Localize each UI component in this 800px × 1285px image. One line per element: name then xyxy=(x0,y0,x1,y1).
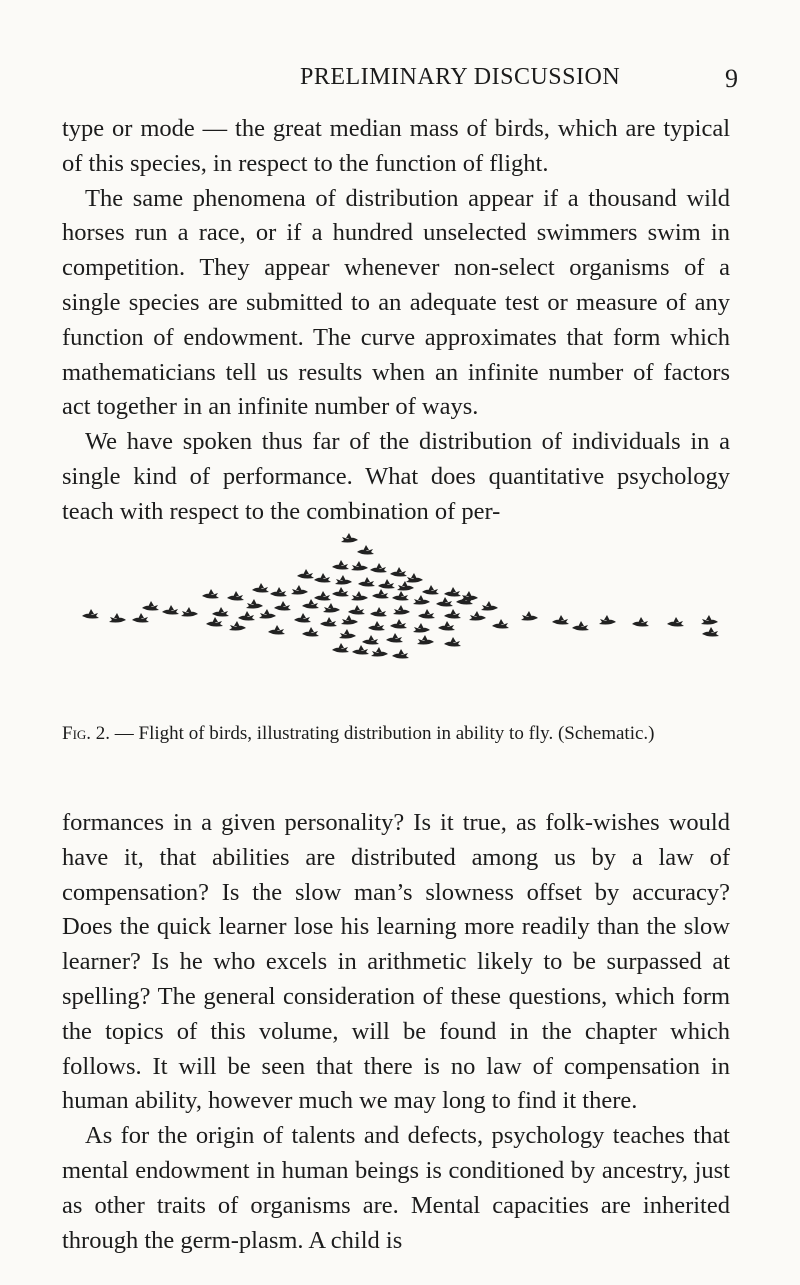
bird-icon xyxy=(368,621,385,631)
bird-icon xyxy=(335,575,352,585)
bird-icon xyxy=(390,619,407,629)
bird-icon xyxy=(294,613,311,623)
bird-icon xyxy=(212,607,229,617)
paragraph: type or mode — the great median mass of birds, which are typical of this species, in respect to the function of flight. xyxy=(62,115,730,177)
bird-icon xyxy=(632,617,649,627)
bird-icon xyxy=(599,615,616,625)
bird-icon xyxy=(436,597,453,607)
bird-icon xyxy=(552,615,569,625)
body-text-top xyxy=(62,112,730,530)
figure-caption xyxy=(62,723,742,745)
bird-icon xyxy=(341,533,358,543)
bird-icon xyxy=(206,617,223,627)
bird-icon xyxy=(302,599,319,609)
bird-icon xyxy=(162,605,179,615)
bird-icon xyxy=(378,579,395,589)
figure-flight-of-birds xyxy=(60,530,740,670)
bird-icon xyxy=(357,545,374,555)
bird-icon xyxy=(444,609,461,619)
body-text-bottom xyxy=(62,806,730,1258)
running-header xyxy=(0,58,800,98)
bird-icon xyxy=(371,647,388,657)
bird-icon xyxy=(701,615,718,625)
paragraph: The same phenomena of distribution appear if a thousand wild horses run a race, or if a hundred unselected swimmers swim in competition. They appear whenever non-select organisms of a single species are submitted to an adequate test or measure of any function of endowment. The curve approximates that form which mathematicians tell us results when an infinite number of factors act together in an infinite number of ways. xyxy=(62,184,730,421)
bird-icon xyxy=(370,563,387,573)
bird-icon xyxy=(351,561,368,571)
bird-icon xyxy=(268,625,285,635)
bird-icon xyxy=(362,635,379,645)
bird-icon xyxy=(302,627,319,637)
bird-icon xyxy=(297,569,314,579)
bird-icon xyxy=(351,591,368,601)
bird-icon xyxy=(229,621,246,631)
bird-icon xyxy=(492,619,509,629)
bird-icon xyxy=(372,589,389,599)
bird-icon xyxy=(339,629,356,639)
bird-icon xyxy=(314,591,331,601)
bird-icon xyxy=(348,605,365,615)
bird-icon xyxy=(444,637,461,647)
bird-icon xyxy=(238,611,255,621)
bird-icon xyxy=(291,585,308,595)
bird-icon xyxy=(386,633,403,643)
bird-icon xyxy=(323,603,340,613)
bird-icon xyxy=(352,645,369,655)
bird-icon xyxy=(481,601,498,611)
bird-icon xyxy=(202,589,219,599)
running-title: PRELIMINARY DISCUSSION xyxy=(300,64,621,90)
bird-icon xyxy=(274,601,291,611)
bird-icon xyxy=(393,605,410,615)
bird-icon xyxy=(259,609,276,619)
bird-icon xyxy=(572,621,589,631)
paragraph: As for the origin of talents and defects, psychology teaches that mental endowment in human beings is conditioned by ancestry, just as other traits of organisms are. Mental capacities are inherited through the germ-plasm. A child is xyxy=(62,1122,730,1254)
bird-icon xyxy=(413,623,430,633)
bird-icon xyxy=(521,611,538,621)
bird-icon xyxy=(270,587,287,597)
bird-icon xyxy=(418,609,435,619)
bird-icon xyxy=(444,587,461,597)
bird-icon xyxy=(132,613,149,623)
bird-icon xyxy=(181,607,198,617)
bird-icon xyxy=(341,615,358,625)
bird-icon xyxy=(227,591,244,601)
bird-icon xyxy=(417,635,434,645)
bird-icon xyxy=(390,567,407,577)
bird-icon xyxy=(406,573,423,583)
bird-icon xyxy=(667,617,684,627)
paragraph: We have spoken thus far of the distribution of individuals in a single kind of performance. What does quantitative psychology teach with respect to the combination of per- xyxy=(62,428,730,525)
bird-icon xyxy=(252,583,269,593)
bird-icon xyxy=(246,599,263,609)
bird-icon xyxy=(142,601,159,611)
page-number: 9 xyxy=(725,64,738,93)
bird-icon xyxy=(438,621,455,631)
figure-caption-text: — Flight of birds, illustrating distribution in ability to fly. (Schematic.) xyxy=(114,723,655,744)
bird-icon xyxy=(358,577,375,587)
bird-icon xyxy=(702,627,719,637)
bird-icon xyxy=(422,585,439,595)
bird-icon xyxy=(413,595,430,605)
bird-icon xyxy=(332,587,349,597)
bird-icon xyxy=(109,613,126,623)
bird-icon xyxy=(82,609,99,619)
bird-icon xyxy=(392,591,409,601)
figure-label: Fig. 2. xyxy=(62,723,111,744)
bird-icon xyxy=(320,617,337,627)
bird-icon xyxy=(392,649,409,659)
bird-icon xyxy=(332,560,349,570)
flock-of-birds-illustration xyxy=(60,530,740,670)
bird-icon xyxy=(469,611,486,621)
bird-icon xyxy=(314,573,331,583)
bird-icon xyxy=(332,643,349,653)
paragraph: formances in a given personality? Is it true, as folk-wishes would have it, that abilities are distributed among us by a law of compensation? Is the slow man’s slowness offset by accuracy? Does the quick learner lose his learning more readily than the slow learner? Is he who excels in arithmetic likely to be surpassed at spelling? The general consideration of these questions, which form the topics of this volume, will be found in the chapter which follows. It will be seen that there is no law of compensation in human ability, however much we may long to find it there. xyxy=(62,809,730,1115)
bird-icon xyxy=(370,607,387,617)
